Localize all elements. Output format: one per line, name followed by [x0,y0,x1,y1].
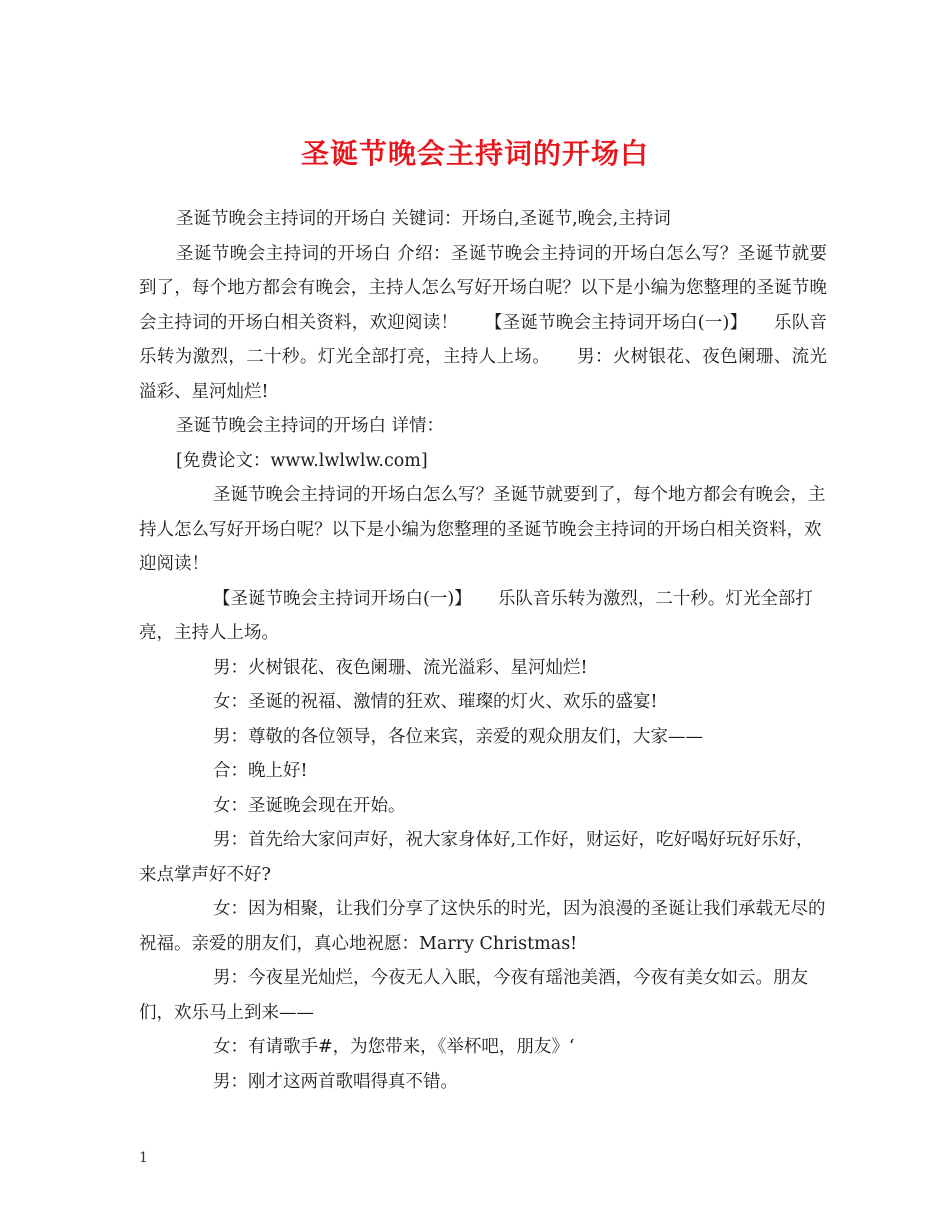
intro-paragraph: 圣诞节晚会主持词的开场白 介绍：圣诞节晚会主持词的开场白怎么写？圣诞节就要到了，每个地方都会有晚会，主持人怎么写好开场白呢？以下是小编为您整理的圣诞节晚会主持词的开场白相关资料，欢迎阅读！ 【圣诞节晚会主持词开场白(一)】 乐队音乐转为激烈，二十秒。灯光全部打亮，主持人上场。 男：火树银花、夜色阑珊、流光溢彩、星河灿烂! [139,243,827,402]
keywords-paragraph: 圣诞节晚会主持词的开场白 关键词：开场白,圣诞节,晚会,主持词 [176,209,671,229]
document-body [139,202,827,1099]
dialogue-line: 女：圣诞晚会现在开始。 [213,795,406,816]
body-paragraph: 【圣诞节晚会主持词开场白(一)】 乐队音乐转为激烈，二十秒。灯光全部打亮，主持人上场。 [139,588,813,643]
document-title: 圣诞节晚会主持词的开场白 [300,137,649,170]
source-note: [免费论文：www.lwlwlw.com] [176,450,428,471]
dialogue-line: 男：尊敬的各位领导，各位来宾，亲爱的观众朋友们，大家—— [213,726,703,747]
dialogue-line: 男：刚才这两首歌唱得真不错。 [213,1071,458,1092]
dialogue-line: 男：首先给大家问声好，祝大家身体好,工作好，财运好，吃好喝好玩好乐好，来点掌声好不好? [139,830,814,885]
dialogue-line: 女：圣诞的祝福、激情的狂欢、璀璨的灯火、欢乐的盛宴! [213,692,658,712]
dialogue-line: 男：今夜星光灿烂，今夜无人入眠，今夜有瑶池美酒，今夜有美女如云。朋友们，欢乐马上到来—— [139,968,808,1023]
dialogue-line: 男：火树银花、夜色阑珊、流光溢彩、星河灿烂! [213,657,588,678]
dialogue-line: 合：晚上好! [213,761,308,781]
page-number: 1 [139,1150,148,1166]
dialogue-line: 女：因为相聚，让我们分享了这快乐的时光，因为浪漫的圣诞让我们承载无尽的祝福。亲爱的朋友们，真心地祝愿：Marry Christmas! [139,899,826,954]
details-heading: 圣诞节晚会主持词的开场白 详情： [176,416,445,436]
dialogue-line: 女：有请歌手#，为您带来，《举杯吧，朋友》‘ [213,1037,575,1057]
body-paragraph: 圣诞节晚会主持词的开场白怎么写？圣诞节就要到了，每个地方都会有晚会，主持人怎么写好开场白呢？以下是小编为您整理的圣诞节晚会主持词的开场白相关资料，欢迎阅读！ [139,485,826,574]
